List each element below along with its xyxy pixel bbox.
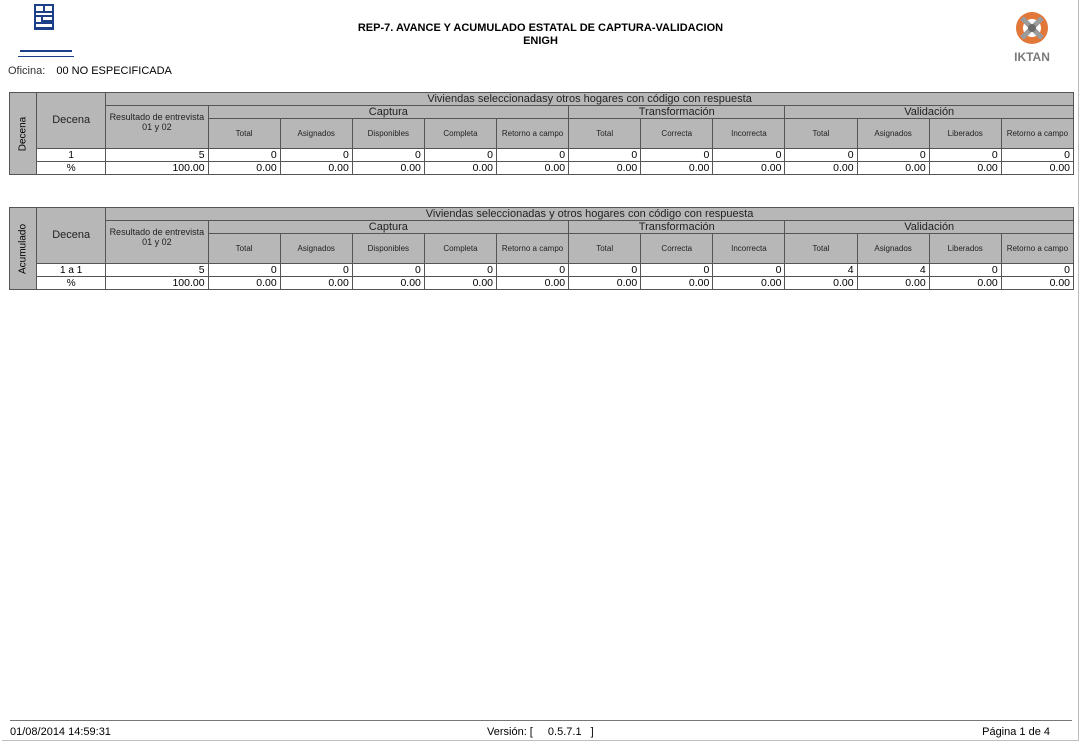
acumulado-table (9, 207, 1074, 290)
row-label: % (37, 277, 106, 290)
col-header: Retorno a campo (1001, 119, 1073, 149)
cell: 0 (569, 264, 641, 277)
cell: 0.00 (929, 277, 1001, 290)
version-label: Versión: [ (487, 726, 533, 738)
cell: 0.00 (424, 277, 496, 290)
cell: 5 (106, 149, 208, 162)
cell: 0.00 (280, 162, 352, 175)
cell: 0.00 (569, 277, 641, 290)
cell: 0.00 (1001, 277, 1073, 290)
cell: 0 (424, 264, 496, 277)
cell: 0 (641, 264, 713, 277)
cell: 0.00 (208, 277, 280, 290)
col-header: Liberados (929, 119, 1001, 149)
office-label: Oficina: (8, 65, 46, 77)
decena-header: Decena (37, 93, 106, 149)
col-header: Asignados (280, 119, 352, 149)
inegi-caption-line (20, 50, 72, 52)
cell: 0.00 (857, 162, 929, 175)
cell: 0.00 (497, 277, 569, 290)
cell: 0 (713, 264, 785, 277)
cell: 0.00 (424, 162, 496, 175)
cell: 0.00 (785, 277, 857, 290)
cell: 0.00 (713, 277, 785, 290)
col-header: Asignados (857, 119, 929, 149)
col-header: Total (208, 234, 280, 264)
cell: 0 (208, 149, 280, 162)
report-page (2, 0, 1079, 741)
cell: 100.00 (106, 162, 208, 175)
col-header: Completa (424, 119, 496, 149)
col-header: Incorrecta (713, 119, 785, 149)
row-label: 1 (37, 149, 106, 162)
captura-header: Captura (208, 221, 569, 234)
cell: 0 (497, 149, 569, 162)
cell: 5 (106, 264, 208, 277)
cell: 0 (929, 264, 1001, 277)
col-header: Retorno a campo (497, 234, 569, 264)
cell: 0 (713, 149, 785, 162)
cell: 0 (497, 264, 569, 277)
col-header: Retorno a campo (497, 119, 569, 149)
row-label: % (37, 162, 106, 175)
cell: 0.00 (713, 162, 785, 175)
cell: 0 (352, 264, 424, 277)
footer-datetime: 01/08/2014 14:59:31 (10, 726, 111, 738)
validacion-header: Validación (785, 221, 1074, 234)
transformacion-header: Transformación (569, 106, 785, 119)
cell: 0.00 (929, 162, 1001, 175)
col-header: Liberados (929, 234, 1001, 264)
col-header: Total (785, 234, 857, 264)
report-title (2, 22, 1079, 48)
table-row (10, 277, 1074, 290)
col-header: Total (569, 119, 641, 149)
col-header: Total (208, 119, 280, 149)
cell: 0.00 (641, 277, 713, 290)
cell: 0.00 (280, 277, 352, 290)
cell: 0.00 (352, 162, 424, 175)
svg-text:IKTAN: IKTAN (1014, 50, 1050, 64)
cell: 4 (785, 264, 857, 277)
col-header: Completa (424, 234, 496, 264)
col-header: Incorrecta (713, 234, 785, 264)
iktan-logo-icon (1008, 8, 1058, 66)
decena-header: Decena (37, 208, 106, 264)
version-close: ] (590, 726, 594, 738)
cell: 0 (929, 149, 1001, 162)
cell: 0 (280, 264, 352, 277)
table-row (10, 162, 1074, 175)
office-line (8, 65, 172, 77)
report-footer (10, 720, 1072, 741)
cell: 0.00 (208, 162, 280, 175)
cell: 0 (785, 149, 857, 162)
cell: 0.00 (1001, 162, 1073, 175)
footer-version (487, 726, 594, 738)
version-value: 0.5.7.1 (547, 726, 582, 738)
col-header: Disponibles (352, 234, 424, 264)
table-row (10, 149, 1074, 162)
office-value: 00 NO ESPECIFICADA (56, 65, 172, 77)
cell: 0 (641, 149, 713, 162)
cell: 0 (857, 149, 929, 162)
inegi-caption-line (18, 56, 74, 57)
cell: 0.00 (497, 162, 569, 175)
decena-side-label: Decena (10, 93, 37, 175)
col-header: Retorno a campo (1001, 234, 1073, 264)
cell: 0.00 (857, 277, 929, 290)
cell: 0 (208, 264, 280, 277)
col-header: Asignados (280, 234, 352, 264)
cell: 4 (857, 264, 929, 277)
cell: 0.00 (641, 162, 713, 175)
cell: 100.00 (106, 277, 208, 290)
cell: 0 (352, 149, 424, 162)
col-header: Total (785, 119, 857, 149)
table-row (10, 264, 1074, 277)
cell: 0 (569, 149, 641, 162)
cell: 0 (424, 149, 496, 162)
transformacion-header: Transformación (569, 221, 785, 234)
iktan-logo (1008, 8, 1058, 66)
captura-header: Captura (208, 106, 569, 119)
cell: 0 (1001, 149, 1073, 162)
footer-page-number: Página 1 de 4 (982, 726, 1050, 738)
super-header: Viviendas seleccionadasy otros hogares con código con respuesta (106, 93, 1074, 106)
col-header: Correcta (641, 119, 713, 149)
col-header: Disponibles (352, 119, 424, 149)
col-header: Asignados (857, 234, 929, 264)
validacion-header: Validación (785, 106, 1074, 119)
super-header: Viviendas seleccionadas y otros hogares con código con respuesta (106, 208, 1074, 221)
cell: 0.00 (569, 162, 641, 175)
report-title-line2: ENIGH (523, 35, 558, 47)
cell: 0.00 (785, 162, 857, 175)
resultado-header: Resultado de entrevista 01 y 02 (106, 106, 208, 149)
resultado-header: Resultado de entrevista 01 y 02 (106, 221, 208, 264)
report-title-line1: REP-7. AVANCE Y ACUMULADO ESTATAL DE CAPTURA-VALIDACION (357, 22, 724, 34)
decena-table (9, 92, 1074, 175)
cell: 0.00 (352, 277, 424, 290)
col-header: Total (569, 234, 641, 264)
cell: 0 (280, 149, 352, 162)
row-label: 1 a 1 (37, 264, 106, 277)
cell: 0 (1001, 264, 1073, 277)
acumulado-side-label: Acumulado (10, 208, 37, 290)
col-header: Correcta (641, 234, 713, 264)
